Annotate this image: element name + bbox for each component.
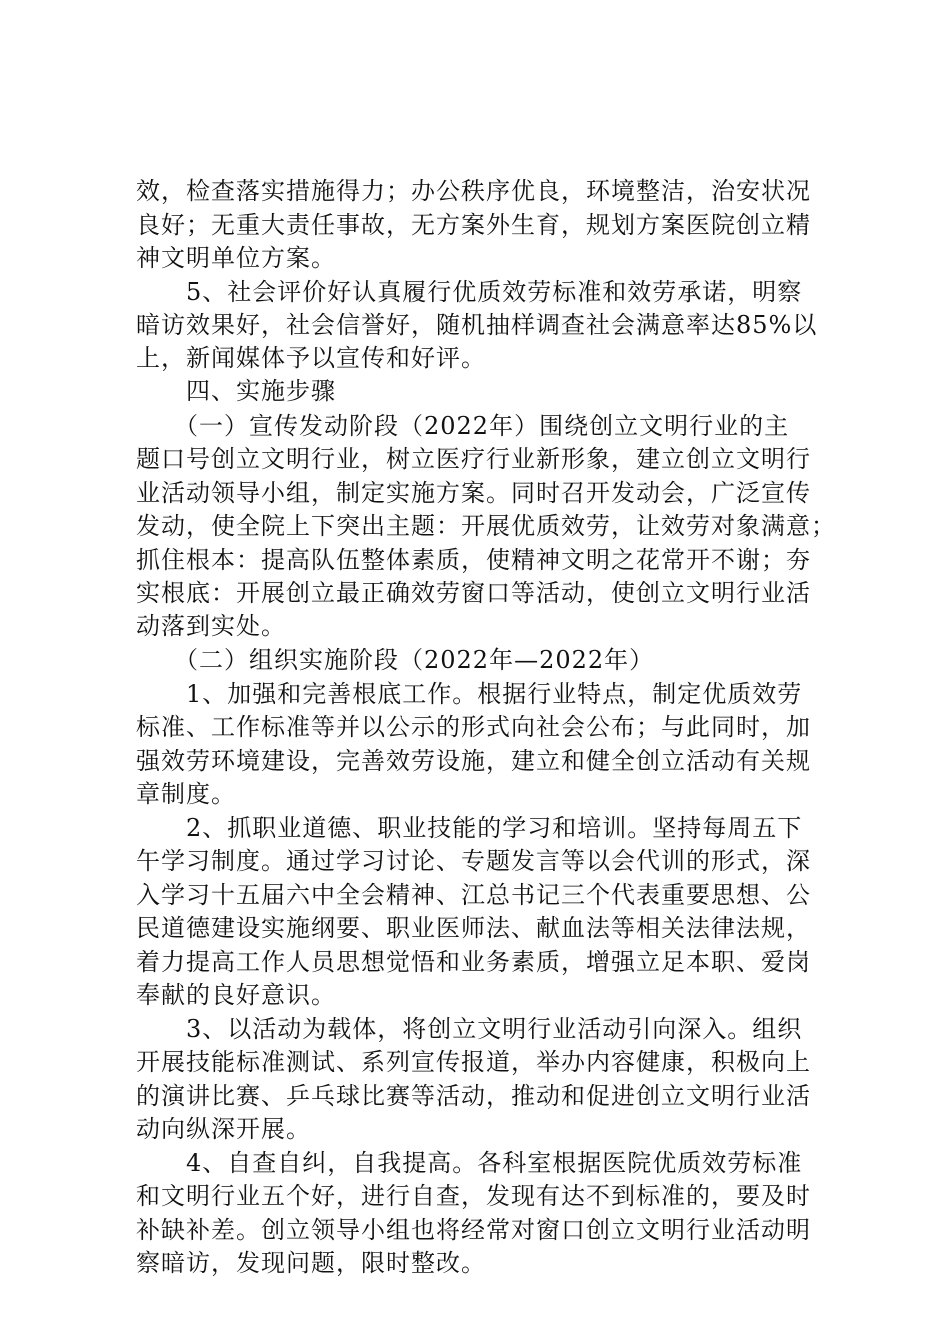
text-line: 动落到实处。	[136, 612, 286, 640]
text-line: 2、抓职业道德、职业技能的学习和培训。坚持每周五下	[186, 814, 803, 842]
text-line: 入学习十五届六中全会精神、江总书记三个代表重要思想、公	[136, 881, 811, 909]
text-line: 察暗访，发现问题，限时整改。	[136, 1249, 486, 1277]
text-line: 5、社会评价好认真履行优质效劳标准和效劳承诺，明察	[186, 278, 803, 306]
text-line: 效，检查落实措施得力；办公秩序优良，环境整洁，治安状况	[136, 177, 811, 205]
text-line: 神文明单位方案。	[136, 244, 336, 272]
text-line: 暗访效果好，社会信誉好，随机抽样调查社会满意率达85%以	[136, 311, 818, 339]
subsection-heading: （二）组织实施阶段（2022年—2022年）	[174, 646, 655, 674]
text-line: 的演讲比赛、乒乓球比赛等活动，推动和促进创立文明行业活	[136, 1082, 811, 1110]
text-line: 民道德建设实施纲要、职业医师法、献血法等相关法律法规，	[136, 914, 811, 942]
text-line: 开展技能标准测试、系列宣传报道，举办内容健康，积极向上	[136, 1048, 811, 1076]
text-line: 午学习制度。通过学习讨论、专题发言等以会代训的形式，深	[136, 847, 811, 875]
text-line: 4、自查自纠，自我提高。各科室根据医院优质效劳标准	[186, 1149, 803, 1177]
text-line: 着力提高工作人员思想觉悟和业务素质，增强立足本职、爱岗	[136, 948, 811, 976]
text-line: 和文明行业五个好，进行自查，发现有达不到标准的，要及时	[136, 1182, 811, 1210]
text-line: 补缺补差。创立领导小组也将经常对窗口创立文明行业活动明	[136, 1216, 811, 1244]
text-line: 标准、工作标准等并以公示的形式向社会公布；与此同时，加	[136, 713, 811, 741]
text-line: 动向纵深开展。	[136, 1115, 311, 1143]
text-line: 章制度。	[136, 780, 236, 808]
text-line: 业活动领导小组，制定实施方案。同时召开发动会，广泛宣传	[136, 479, 811, 507]
text-line: 奉献的良好意识。	[136, 981, 336, 1009]
text-line: 3、以活动为载体，将创立文明行业活动引向深入。组织	[186, 1015, 803, 1043]
text-line: 上，新闻媒体予以宣传和好评。	[136, 344, 486, 372]
text-line: （一）宣传发动阶段（2022年）围绕创立文明行业的主	[174, 412, 790, 440]
text-line: 发动，使全院上下突出主题：开展优质效劳，让效劳对象满意；	[136, 512, 836, 540]
section-heading: 四、实施步骤	[186, 377, 336, 405]
text-line: 1、加强和完善根底工作。根据行业特点，制定优质效劳	[186, 680, 803, 708]
text-line: 题口号创立文明行业，树立医疗行业新形象，建立创立文明行	[136, 445, 811, 473]
text-line: 抓住根本：提高队伍整体素质，使精神文明之花常开不谢；夯	[136, 546, 811, 574]
text-line: 强效劳环境建设，完善效劳设施，建立和健全创立活动有关规	[136, 747, 811, 775]
text-line: 实根底：开展创立最正确效劳窗口等活动，使创立文明行业活	[136, 579, 811, 607]
text-line: 良好；无重大责任事故，无方案外生育，规划方案医院创立精	[136, 211, 811, 239]
